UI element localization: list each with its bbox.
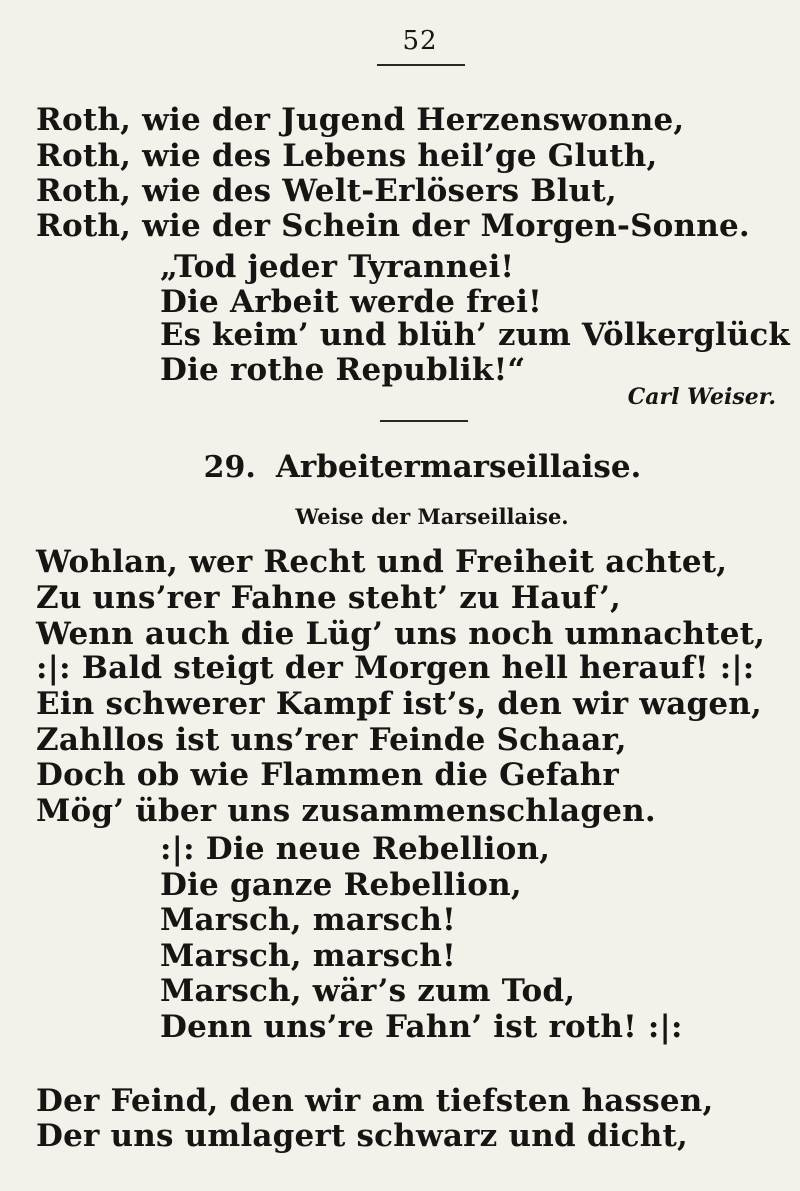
page-number: 52 <box>402 26 438 56</box>
author-signature: Carl Weiser. <box>627 384 776 410</box>
verse-line: :|: Bald steigt der Morgen hell herauf! :|: <box>36 650 755 686</box>
refrain-line: Marsch, marsch! <box>160 938 456 974</box>
refrain-line: Die Arbeit werde frei! <box>160 284 542 320</box>
verse-line: Der Feind, den wir am tiefsten hassen, <box>36 1083 714 1119</box>
verse-line: Der uns umlagert schwarz und dicht, <box>36 1118 688 1154</box>
song-number: 29. <box>203 450 256 485</box>
verse-line: Doch ob wie Flammen die Gefahr <box>36 757 619 793</box>
verse-line: Wohlan, wer Recht und Freiheit achtet, <box>36 544 728 580</box>
verse-line: Roth, wie der Schein der Morgen-Sonne. <box>36 208 750 244</box>
verse-line: Roth, wie der Jugend Herzenswonne, <box>36 102 685 138</box>
header-rule <box>377 64 465 66</box>
refrain-line: „Tod jeder Tyrannei! <box>160 249 515 285</box>
refrain-line: Marsch, wär’s zum Tod, <box>160 973 576 1009</box>
refrain-line: Marsch, marsch! <box>160 902 456 938</box>
refrain-line: Denn uns’re Fahn’ ist roth! :|: <box>160 1009 683 1045</box>
verse-line: Zu uns’rer Fahne steht’ zu Hauf’, <box>36 580 622 616</box>
verse-line: Roth, wie des Lebens heil’ge Gluth, <box>36 138 658 174</box>
refrain-line: Es keim’ und blüh’ zum Völkerglück <box>160 317 790 353</box>
verse-line: Mög’ über uns zusammenschlagen. <box>36 793 656 829</box>
verse-line: Wenn auch die Lüg’ uns noch umnachtet, <box>36 616 766 652</box>
song-heading <box>0 449 800 485</box>
song-title: Arbeitermarseillaise. <box>275 449 642 485</box>
refrain-line: Die ganze Rebellion, <box>160 867 522 903</box>
refrain-line: :|: Die neue Rebellion, <box>160 831 551 867</box>
tune-note: Weise der Marseillaise. <box>295 504 569 529</box>
verse-line: Roth, wie des Welt-Erlösers Blut, <box>36 173 617 209</box>
section-rule <box>380 420 468 422</box>
refrain-line: Die rothe Republik!“ <box>160 352 526 388</box>
verse-line: Zahllos ist uns’rer Feinde Schaar, <box>36 722 627 758</box>
verse-line: Ein schwerer Kampf ist’s, den wir wagen, <box>36 686 763 722</box>
